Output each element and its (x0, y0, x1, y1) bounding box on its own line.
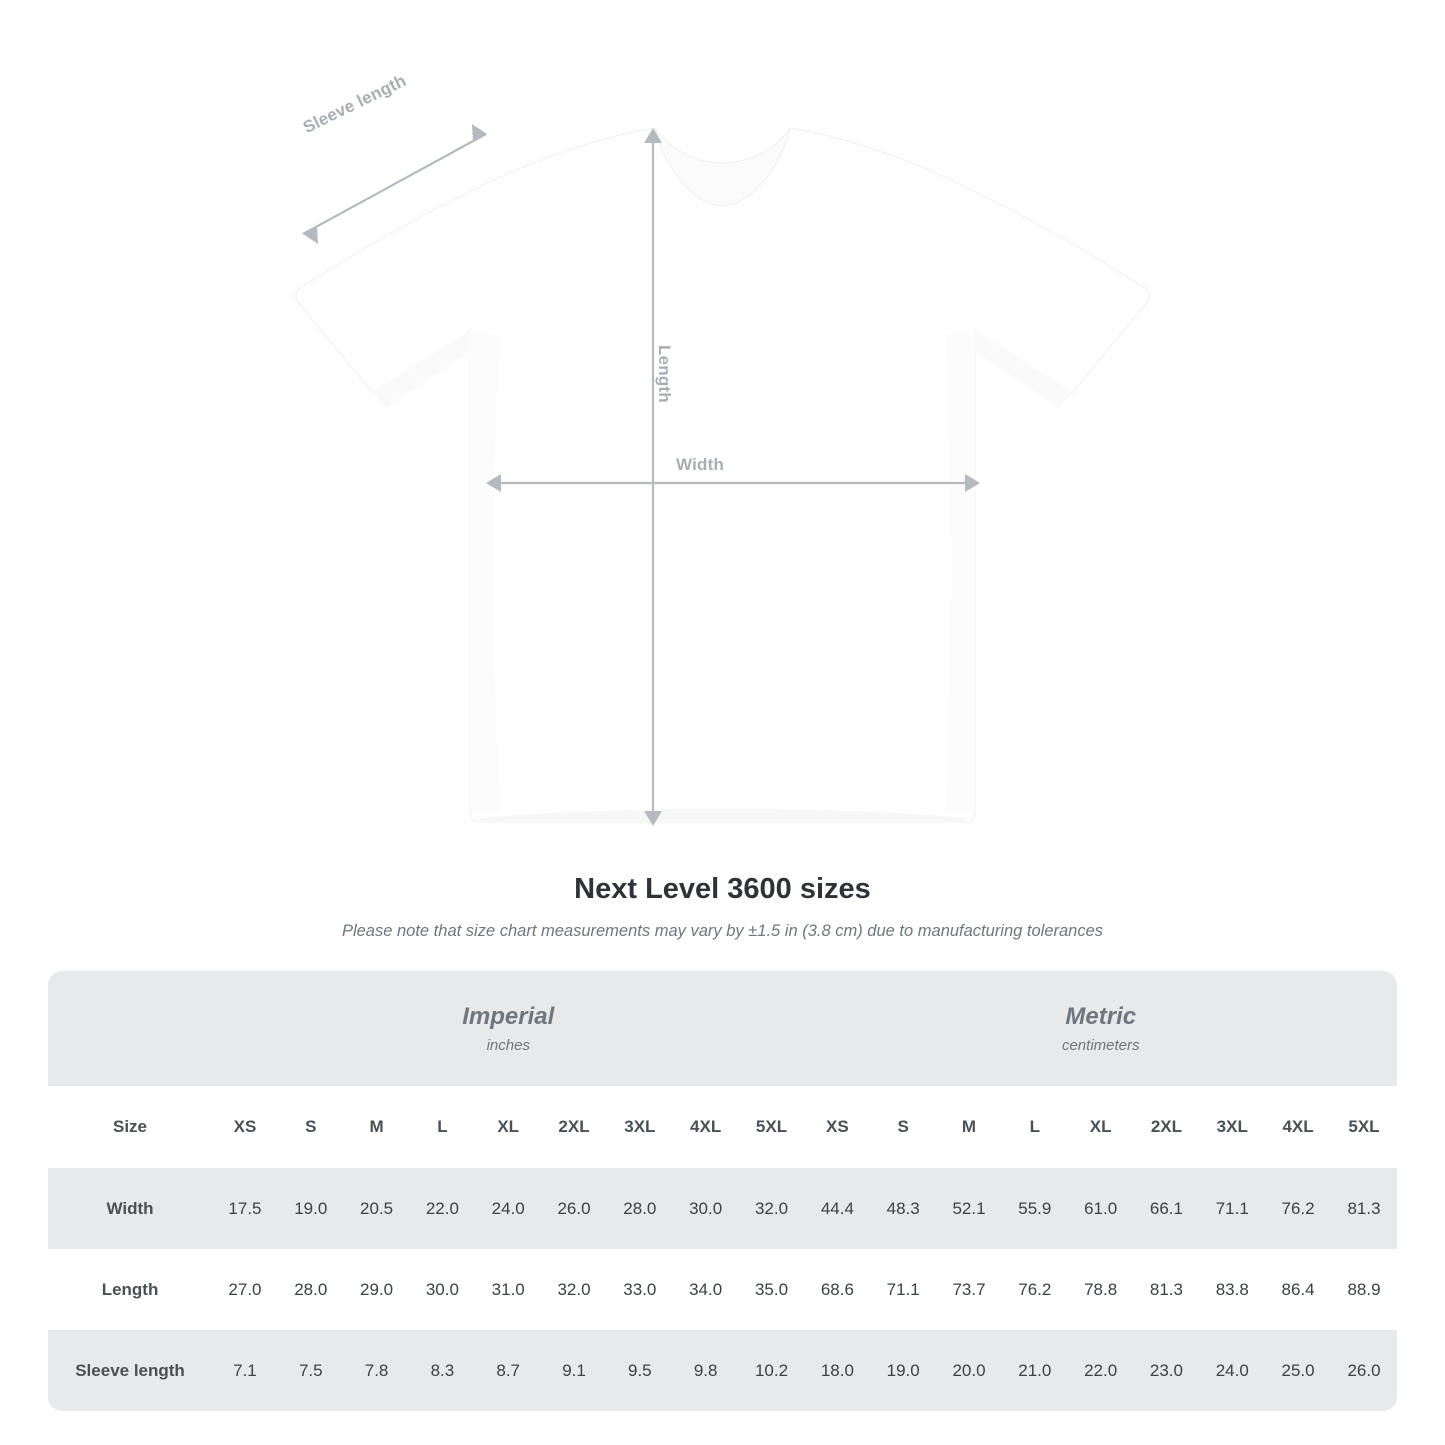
size-header-metric-s: S (870, 1086, 936, 1168)
cell-sleeve-imperial-xl: 8.7 (475, 1330, 541, 1411)
unit-header-row (48, 971, 1397, 1086)
table-row (48, 1330, 1397, 1411)
unit-group-imperial-sub: inches (486, 1037, 530, 1055)
size-header-imperial-2xl: 2XL (541, 1086, 607, 1168)
cell-sleeve-metric-2xl: 23.0 (1134, 1330, 1200, 1411)
cell-width-metric-s: 48.3 (870, 1168, 936, 1249)
cell-length-metric-5xl: 88.9 (1331, 1249, 1397, 1330)
cell-width-imperial-5xl: 32.0 (739, 1168, 805, 1249)
size-header-imperial-l: L (409, 1086, 475, 1168)
cell-width-imperial-m: 20.5 (344, 1168, 410, 1249)
table-row (48, 1168, 1397, 1249)
size-table (48, 971, 1397, 1411)
row-label-width: Width (48, 1168, 212, 1249)
cell-length-imperial-m: 29.0 (344, 1249, 410, 1330)
unit-group-metric-sub: centimeters (1061, 1037, 1140, 1055)
size-table-container (48, 971, 1397, 1411)
cell-length-imperial-xs: 27.0 (212, 1249, 278, 1330)
cell-length-imperial-l: 30.0 (409, 1249, 475, 1330)
cell-length-metric-xs: 68.6 (804, 1249, 870, 1330)
cell-length-metric-4xl: 86.4 (1265, 1249, 1331, 1330)
size-header-metric-4xl: 4XL (1265, 1086, 1331, 1168)
tshirt-shape (296, 128, 1150, 822)
unit-group-imperial-name: Imperial (462, 1002, 555, 1030)
size-header-imperial-xs: XS (212, 1086, 278, 1168)
cell-sleeve-metric-l: 21.0 (1002, 1330, 1068, 1411)
cell-length-imperial-xl: 31.0 (475, 1249, 541, 1330)
cell-width-metric-m: 52.1 (936, 1168, 1002, 1249)
size-header-metric-2xl: 2XL (1134, 1086, 1200, 1168)
cell-length-metric-s: 71.1 (870, 1249, 936, 1330)
cell-sleeve-imperial-s: 7.5 (278, 1330, 344, 1411)
cell-sleeve-metric-4xl: 25.0 (1265, 1330, 1331, 1411)
page-title: Next Level 3600 sizes (574, 873, 871, 905)
length-label: Length (655, 345, 674, 403)
cell-sleeve-metric-m: 20.0 (936, 1330, 1002, 1411)
cell-length-metric-m: 73.7 (936, 1249, 1002, 1330)
cell-sleeve-metric-5xl: 26.0 (1331, 1330, 1397, 1411)
cell-width-imperial-xl: 24.0 (475, 1168, 541, 1249)
size-header-metric-xl: XL (1068, 1086, 1134, 1168)
cell-sleeve-imperial-4xl: 9.8 (673, 1330, 739, 1411)
cell-sleeve-imperial-3xl: 9.5 (607, 1330, 673, 1411)
size-header-metric-l: L (1002, 1086, 1068, 1168)
cell-length-imperial-2xl: 32.0 (541, 1249, 607, 1330)
cell-length-metric-3xl: 83.8 (1199, 1249, 1265, 1330)
unit-group-imperial (212, 971, 804, 1086)
cell-length-imperial-4xl: 34.0 (673, 1249, 739, 1330)
cell-sleeve-imperial-xs: 7.1 (212, 1330, 278, 1411)
cell-length-metric-xl: 78.8 (1068, 1249, 1134, 1330)
size-header-imperial-xl: XL (475, 1086, 541, 1168)
cell-width-metric-xs: 44.4 (804, 1168, 870, 1249)
title-block (0, 873, 1445, 941)
size-header-imperial-5xl: 5XL (739, 1086, 805, 1168)
cell-length-imperial-3xl: 33.0 (607, 1249, 673, 1330)
cell-width-metric-3xl: 71.1 (1199, 1168, 1265, 1249)
table-row (48, 1249, 1397, 1330)
cell-width-metric-4xl: 76.2 (1265, 1168, 1331, 1249)
size-header-imperial-m: M (344, 1086, 410, 1168)
cell-sleeve-imperial-l: 8.3 (409, 1330, 475, 1411)
cell-sleeve-metric-xl: 22.0 (1068, 1330, 1134, 1411)
cell-width-imperial-l: 22.0 (409, 1168, 475, 1249)
width-label: Width (676, 455, 725, 474)
cell-length-metric-2xl: 81.3 (1134, 1249, 1200, 1330)
cell-width-imperial-4xl: 30.0 (673, 1168, 739, 1249)
cell-width-metric-2xl: 66.1 (1134, 1168, 1200, 1249)
cell-width-imperial-xs: 17.5 (212, 1168, 278, 1249)
size-header-label: Size (48, 1086, 212, 1168)
size-header-row (48, 1086, 1397, 1168)
size-header-metric-xs: XS (804, 1086, 870, 1168)
size-header-imperial-s: S (278, 1086, 344, 1168)
sleeve-length-label: Sleeve length (300, 70, 410, 138)
cell-sleeve-imperial-5xl: 10.2 (739, 1330, 805, 1411)
unit-group-metric (804, 971, 1397, 1086)
size-header-metric-3xl: 3XL (1199, 1086, 1265, 1168)
cell-width-metric-l: 55.9 (1002, 1168, 1068, 1249)
cell-width-imperial-2xl: 26.0 (541, 1168, 607, 1249)
cell-sleeve-metric-s: 19.0 (870, 1330, 936, 1411)
corner-cell (48, 971, 212, 1086)
cell-length-imperial-s: 28.0 (278, 1249, 344, 1330)
cell-sleeve-imperial-2xl: 9.1 (541, 1330, 607, 1411)
cell-sleeve-imperial-m: 7.8 (344, 1330, 410, 1411)
cell-width-metric-5xl: 81.3 (1331, 1168, 1397, 1249)
row-label-sleeve-length: Sleeve length (48, 1330, 212, 1411)
row-label-length: Length (48, 1249, 212, 1330)
cell-width-metric-xl: 61.0 (1068, 1168, 1134, 1249)
size-header-imperial-4xl: 4XL (673, 1086, 739, 1168)
unit-group-metric-name: Metric (1065, 1002, 1137, 1030)
size-header-imperial-3xl: 3XL (607, 1086, 673, 1168)
tolerance-note: Please note that size chart measurements may vary by ±1.5 in (3.8 cm) due to manufacturing tolerances (341, 922, 1104, 940)
cell-width-imperial-s: 19.0 (278, 1168, 344, 1249)
cell-length-metric-l: 76.2 (1002, 1249, 1068, 1330)
cell-sleeve-metric-xs: 18.0 (804, 1330, 870, 1411)
size-header-metric-m: M (936, 1086, 1002, 1168)
size-header-metric-5xl: 5XL (1331, 1086, 1397, 1168)
cell-length-imperial-5xl: 35.0 (739, 1249, 805, 1330)
cell-width-imperial-3xl: 28.0 (607, 1168, 673, 1249)
cell-sleeve-metric-3xl: 24.0 (1199, 1330, 1265, 1411)
